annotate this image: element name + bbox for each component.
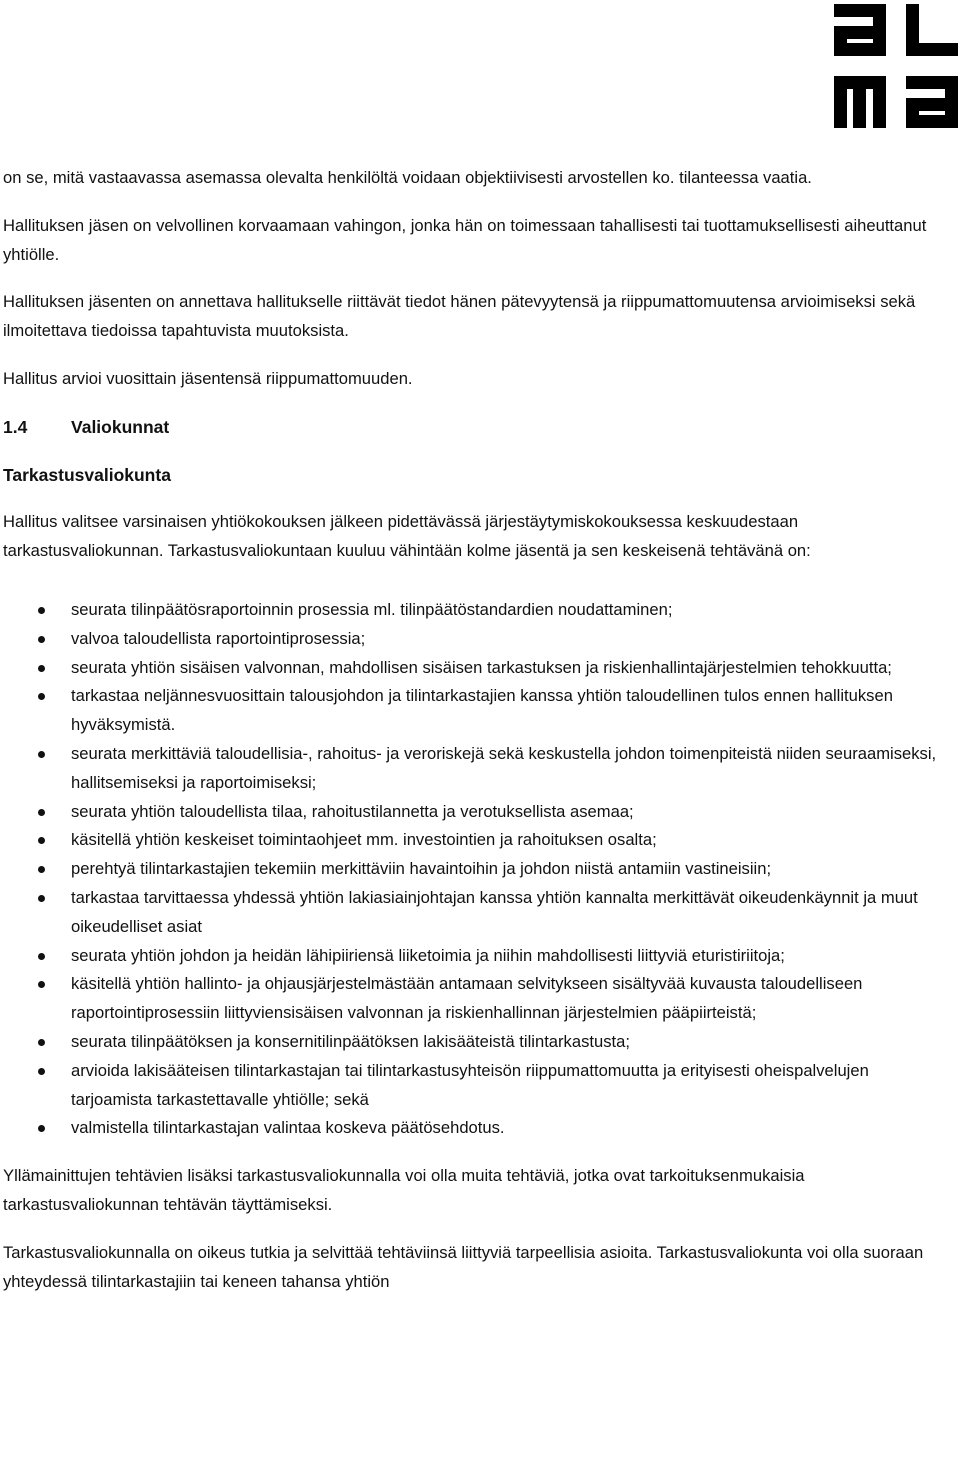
bullet-icon [38,866,45,873]
bullet-icon [38,636,45,643]
paragraph-information-duty: Hallituksen jäsenten on annettava hallitukselle riittävät tiedot hänen pätevyytensä ja riippumattomuutensa arvioimiseksi sekä ilmoitettava tiedoissa tapahtuvista muutoksista. [3,292,916,341]
list-item: tarkastaa tarvittaessa yhdessä yhtiön lakiasiainjohtajan kanssa yhtiön kannalta merkittävät oikeudenkäynnit ja muut oikeudelliset asiat [3,884,953,942]
section-heading [3,413,953,442]
paragraph-committee-intro: Hallitus valitsee varsinaisen yhtiökokouksen jälkeen pidettävässä järjestäytymiskokouksessa keskuudestaan tarkastusvaliokunnan. Tarkastusvaliokuntaan kuuluu vähintään kolme jäsentä ja sen keskeisenä tehtävänä on: [3,512,811,561]
list-item: seurata yhtiön sisäisen valvonnan, mahdollisen sisäisen tarkastuksen ja riskienhallintajärjestelmien tehokkuutta; [3,654,953,683]
bullet-icon [38,751,45,758]
bullet-icon [38,837,45,844]
bullet-icon [38,1039,45,1046]
bullet-icon [38,953,45,960]
bullet-icon [38,895,45,902]
paragraph-independence-review: Hallitus arvioi vuosittain jäsentensä riippumattomuuden. [3,368,413,388]
list-item: valvoa taloudellista raportointiprosessia; [3,625,953,654]
list-item: seurata yhtiön johdon ja heidän lähipiiriensä liiketoimia ja niihin mahdollisesti liittyviä eturistiriitoja; [3,942,953,971]
bullet-icon [38,607,45,614]
list-item: tarkastaa neljännesvuosittain talousjohdon ja tilintarkastajien kanssa yhtiön taloudellinen tulos ennen hallituksen hyväksymistä. [3,682,953,740]
bullet-icon [38,981,45,988]
alma-logo-mark [834,4,958,128]
list-item: valmistella tilintarkastajan valintaa koskeva päätösehdotus. [3,1114,953,1143]
list-item: seurata tilinpäätösraportoinnin prosessia ml. tilinpäätöstandardien noudattaminen; [3,596,953,625]
paragraph-evaluation: on se, mitä vastaavassa asemassa olevalta henkilöltä voidaan objektiivisesti arvostellen ko. tilanteessa vaatia. [3,168,812,187]
document-body [3,164,953,1315]
section-title: Valiokunnat [71,416,170,437]
list-item: seurata yhtiön taloudellista tilaa, rahoitustilannetta ja verotuksellista asemaa; [3,798,953,827]
bullet-icon [38,1125,45,1132]
paragraph-other-duties: Yllämainittujen tehtävien lisäksi tarkastusvaliokunnalla voi olla muita tehtäviä, jotka ovat tarkoituksenmukaisia tarkastusvaliokunnan tehtävän täyttämiseksi. [3,1166,805,1214]
paragraph-investigation-rights: Tarkastusvaliokunnalla on oikeus tutkia ja selvittää tehtäviinsä liittyviä tarpeellisia asioita. Tarkastusvaliokunta voi olla suoraan yhteydessä tilintarkastajiin tai keneen tahansa yhtiön [3,1242,924,1291]
list-item: käsitellä yhtiön keskeiset toimintaohjeet mm. investointien ja rahoituksen osalta; [3,826,953,855]
bullet-icon [38,809,45,816]
bullet-icon [38,665,45,672]
list-item: arvioida lakisääteisen tilintarkastajan tai tilintarkastusyhteisön riippumattomuutta ja erityisesti oheispalvelujen tarjoamista tarkastettavalle yhtiölle; sekä [3,1057,953,1115]
alma-logo [834,4,958,128]
bullet-icon [38,693,45,700]
bullet-icon [38,1068,45,1075]
subsection-heading: Tarkastusvaliokunta [3,464,171,485]
section-number: 1.4 [3,416,28,437]
list-item: käsitellä yhtiön hallinto- ja ohjausjärjestelmästään antamaan selvitykseen sisältyvää kuvausta taloudelliseen raportointiprosessiin liittyviensisäisen valvonnan ja riskienhallinnan järjestelmien pääpiirteistä; [3,970,953,1028]
list-item: perehtyä tilintarkastajien tekemiin merkittäviin havaintoihin ja johdon niistä antamiin vastineisiin; [3,855,953,884]
list-item: seurata merkittäviä taloudellisia-, rahoitus- ja veroriskejä sekä keskustella johdon toimenpiteistä niiden seuraamiseksi, hallitsemiseksi ja raportoimiseksi; [3,740,953,798]
paragraph-liability: Hallituksen jäsen on velvollinen korvaamaan vahingon, jonka hän on toimessaan tahallisesti tai tuottamuksellisesti aiheuttanut yhtiölle. [3,215,927,264]
list-item: seurata tilinpäätöksen ja konsernitilinpäätöksen lakisääteistä tilintarkastusta; [3,1028,953,1057]
duties-list [3,596,953,1143]
